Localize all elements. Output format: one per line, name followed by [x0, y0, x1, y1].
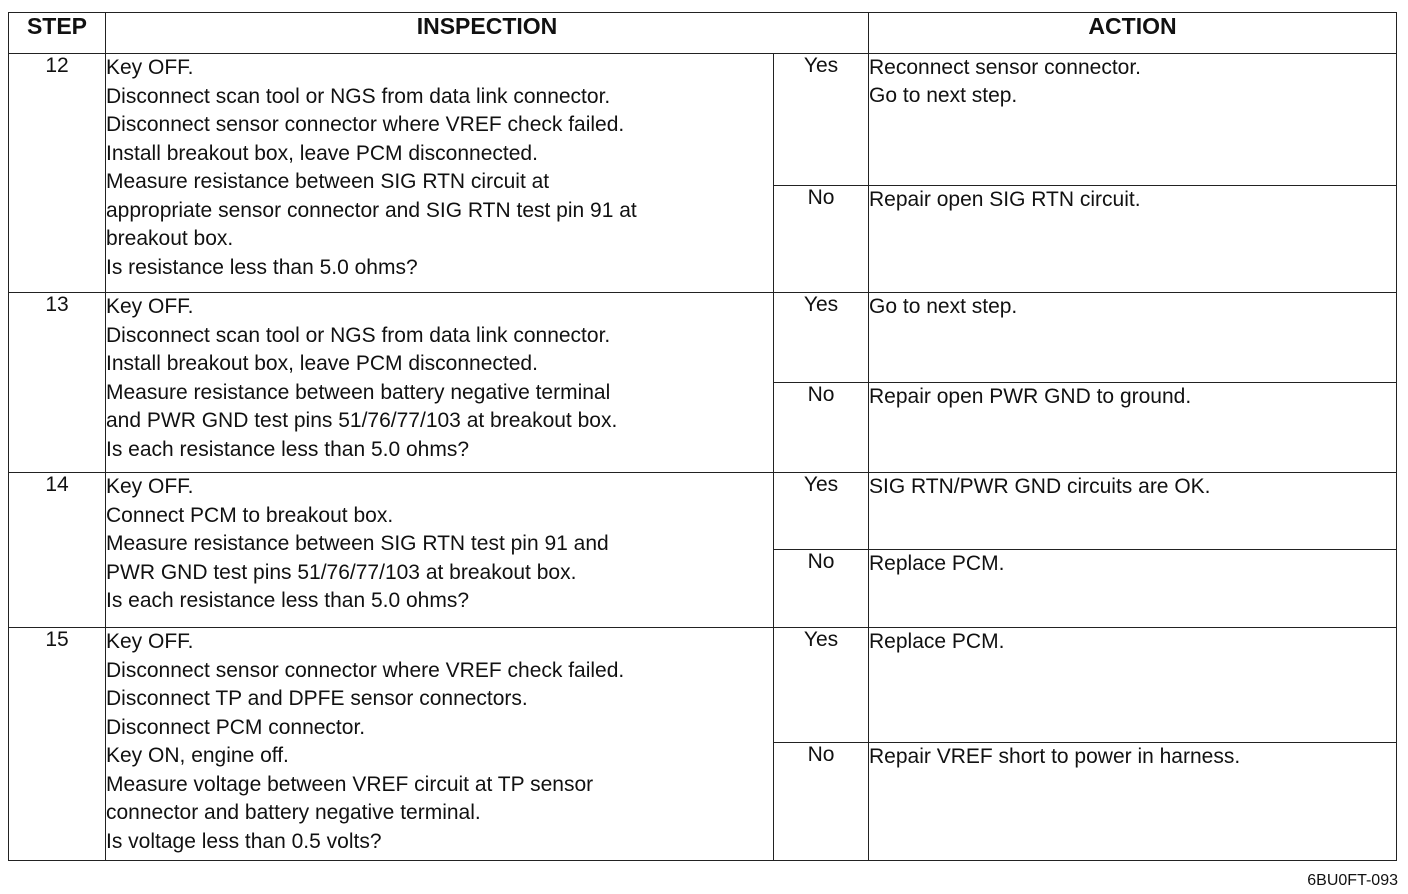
inspection-line: Disconnect PCM connector. [106, 715, 366, 739]
inspection-line: Measure resistance between battery negative terminal [106, 380, 611, 404]
inspection-line: PWR GND test pins 51/76/77/103 at breakout box. [106, 560, 577, 584]
inspection-line: Is voltage less than 0.5 volts? [106, 829, 382, 853]
step-number: 14 [9, 473, 106, 628]
step-number: 15 [9, 628, 106, 861]
inspection-line: Key ON, engine off. [106, 744, 289, 767]
header-row [9, 13, 1397, 54]
inspection-line: Key OFF. [106, 295, 194, 318]
step-number: 13 [9, 293, 106, 473]
action-line: Go to next step. [869, 84, 1018, 107]
inspection-line: appropriate sensor connector and SIG RTN test pin 91 at [106, 198, 637, 222]
inspection-line: Disconnect TP and DPFE sensor connectors. [106, 687, 528, 710]
inspection-text [106, 473, 774, 628]
inspection-line: Disconnect scan tool or NGS from data link connector. [106, 84, 611, 108]
inspection-line: Disconnect sensor connector where VREF check failed. [106, 113, 625, 136]
inspection-line: Is each resistance less than 5.0 ohms? [106, 437, 470, 461]
action-line: SIG RTN/PWR GND circuits are OK. [869, 475, 1211, 498]
inspection-line: Install breakout box, leave PCM disconnected. [106, 141, 538, 165]
action-line: Repair open SIG RTN circuit. [869, 188, 1141, 211]
no-label: No [774, 186, 869, 293]
inspection-line: Measure resistance between SIG RTN test pin 91 and [106, 532, 609, 555]
inspection-header: INSPECTION [106, 13, 869, 54]
yes-label: Yes [774, 54, 869, 186]
inspection-line: Key OFF. [106, 56, 194, 79]
inspection-text [106, 628, 774, 861]
no-action [869, 550, 1397, 628]
yes-action [869, 473, 1397, 550]
no-label: No [774, 383, 869, 473]
action-header: ACTION [869, 13, 1397, 54]
action-line: Repair open PWR GND to ground. [869, 385, 1192, 408]
no-action [869, 383, 1397, 473]
step-row-yes [9, 293, 1397, 383]
inspection-line: Connect PCM to breakout box. [106, 503, 394, 527]
diagnostic-table [8, 12, 1397, 861]
inspection-line: breakout box. [106, 227, 234, 250]
inspection-text [106, 54, 774, 293]
inspection-line: Key OFF. [106, 630, 194, 653]
inspection-line: and PWR GND test pins 51/76/77/103 at breakout box. [106, 409, 618, 432]
yes-label: Yes [774, 293, 869, 383]
no-label: No [774, 550, 869, 628]
inspection-line: connector and battery negative terminal. [106, 801, 481, 824]
step-row-yes [9, 54, 1397, 186]
action-line: Replace PCM. [869, 552, 1005, 575]
inspection-line: Is each resistance less than 5.0 ohms? [106, 589, 470, 612]
inspection-line: Measure resistance between SIG RTN circuit at [106, 170, 550, 193]
action-line: Repair VREF short to power in harness. [869, 745, 1241, 768]
yes-action [869, 293, 1397, 383]
yes-action [869, 54, 1397, 186]
inspection-line: Key OFF. [106, 475, 194, 498]
step-row-yes [9, 473, 1397, 550]
no-action [869, 743, 1397, 861]
no-action [869, 186, 1397, 293]
inspection-line: Measure voltage between VREF circuit at TP sensor [106, 772, 594, 796]
action-line: Go to next step. [869, 295, 1018, 318]
inspection-line: Disconnect sensor connector where VREF check failed. [106, 658, 625, 682]
yes-label: Yes [774, 628, 869, 743]
action-line: Reconnect sensor connector. [869, 56, 1142, 79]
step-number: 12 [9, 54, 106, 293]
step-header: STEP [9, 13, 106, 54]
step-row-yes [9, 628, 1397, 743]
figure-id: 6BU0FT-093 [1307, 872, 1398, 889]
inspection-line: Is resistance less than 5.0 ohms? [106, 255, 418, 279]
yes-label: Yes [774, 473, 869, 550]
yes-action [869, 628, 1397, 743]
inspection-line: Disconnect scan tool or NGS from data link connector. [106, 323, 611, 347]
inspection-text [106, 293, 774, 473]
no-label: No [774, 743, 869, 861]
inspection-line: Install breakout box, leave PCM disconnected. [106, 352, 538, 375]
action-line: Replace PCM. [869, 630, 1005, 653]
